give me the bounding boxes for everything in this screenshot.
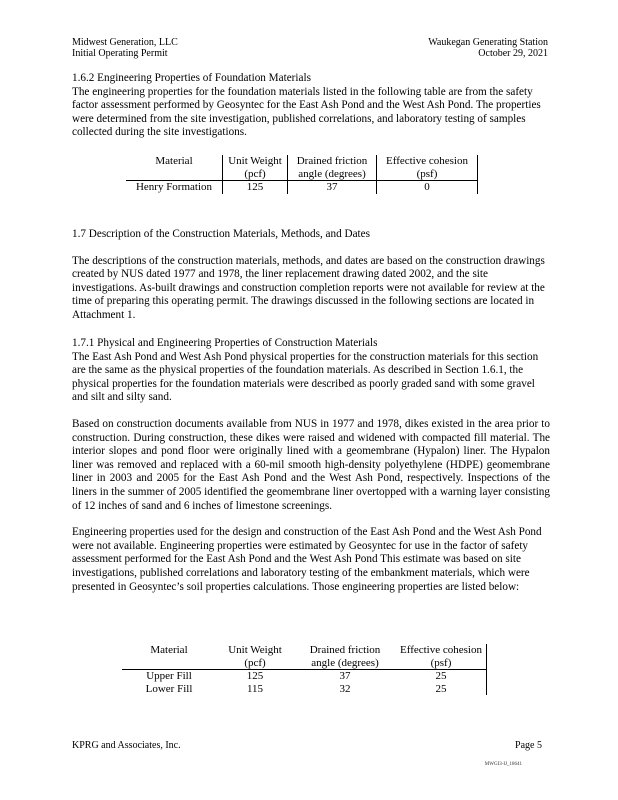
- col-effective-cohesion: Effective cohesion (psf): [377, 155, 478, 181]
- section-1-7-1: [72, 337, 550, 594]
- table-header-row: [126, 155, 478, 181]
- cell-unit-weight: 125: [246, 670, 264, 682]
- cell-drained-friction: 32: [339, 682, 351, 695]
- header-doc-title: Initial Operating Permit: [72, 48, 168, 59]
- bates-stamp: MWGI3-IJ_18641: [484, 762, 522, 767]
- table-row: [122, 683, 487, 696]
- cell-effective-cohesion: 0: [377, 181, 478, 194]
- col-unit-weight: Unit Weight (pcf): [223, 155, 288, 181]
- col-material: Material: [126, 155, 223, 181]
- section-1-6-2: [72, 72, 550, 140]
- col-drained-friction: Drained friction angle (degrees): [294, 644, 396, 670]
- paragraph: The engineering properties for the foundation materials listed in the following table are from the safety factor assessment performed by Geosyntec for the East Ash Pond and the West Ash Pond. The properties were determined from the site investigation, published correlations, and laboratory testing of samples collected during the site investigations.: [72, 85, 541, 139]
- header-right: [428, 37, 548, 59]
- section-heading: 1.7 Description of the Construction Materials, Methods, and Dates: [72, 228, 370, 240]
- page-number: Page 5: [515, 740, 542, 751]
- cell-material: Henry Formation: [126, 181, 223, 194]
- table-row: [122, 670, 487, 683]
- paragraph: Based on construction documents available from NUS in 1977 and 1978, dikes existed in the area prior to construction. During construction, these dikes were raised and widened with compacted fill material. The interior slopes and pond floor were originally lined with a geomembrane (Hypalon) liner. The Hypalon liner was removed and replaced with a 60-mil smooth high-density polyethylene (HDPE) geomembrane liner in 2003 and 2005 for the East Ash Pond and the West Ash Pond, respectively. Inspections of the liners in the summer of 2005 identified the geomembrane liner overtopped with a warning layer consisting of 12 inches of sand and 6 inches of limestone screenings.: [72, 417, 550, 512]
- header-station: Waukegan Generating Station: [428, 37, 548, 48]
- cell-drained-friction: 37: [339, 670, 351, 682]
- section-heading: 1.6.2 Engineering Properties of Foundation Materials: [72, 72, 311, 84]
- cell-unit-weight: 125: [223, 181, 288, 194]
- col-material: Material: [122, 644, 216, 670]
- cell-effective-cohesion: 25: [396, 670, 487, 683]
- cell-material: Lower Fill: [145, 682, 193, 695]
- header-left: [72, 37, 178, 59]
- foundation-properties-table: [126, 155, 478, 194]
- footer-company: KPRG and Associates, Inc.: [72, 740, 181, 751]
- cell-drained-friction: 37: [288, 181, 377, 194]
- table-header-row: [122, 644, 487, 670]
- construction-properties-table: [122, 644, 487, 695]
- table-row: [126, 181, 478, 194]
- header-date: October 29, 2021: [478, 48, 548, 59]
- cell-material: Upper Fill: [146, 670, 192, 682]
- paragraph: The descriptions of the construction materials, methods, and dates are based on the construction drawings created by NUS dated 1977 and 1978, the liner replacement drawing dated 2002, and the site investigations. As-built drawings and construction completion reports were not available for review at the time of preparing this operating permit. The drawings discussed in the following sections are located in Attachment 1.: [72, 254, 545, 321]
- section-1-7: [72, 228, 550, 323]
- cell-effective-cohesion: 25: [396, 683, 487, 696]
- paragraph: Engineering properties used for the design and construction of the East Ash Pond and the West Ash Pond were not available. Engineering properties were estimated by Geosyntec for use in the factor of safety assessment performed for the East Ash Pond and the West Ash Pond This estimate was based on site investigations, published correlations and laboratory testing of the embankment materials, which were presented in Geosyntec’s soil properties calculations. Those engineering properties are listed below:: [72, 526, 542, 593]
- col-effective-cohesion: Effective cohesion (psf): [396, 644, 487, 670]
- paragraph: The East Ash Pond and West Ash Pond physical properties for the construction materials for this section are the same as the physical properties of the foundation materials. As described in Section 1.6.1, the physical properties for the foundation materials were described as poorly graded sand with some gravel and silt and silty sand.: [72, 350, 539, 404]
- col-drained-friction: Drained friction angle (degrees): [288, 155, 377, 181]
- section-heading: 1.7.1 Physical and Engineering Properties of Construction Materials: [72, 337, 378, 349]
- col-unit-weight: Unit Weight (pcf): [216, 644, 294, 670]
- cell-unit-weight: 115: [246, 682, 264, 695]
- header-company: Midwest Generation, LLC: [72, 37, 178, 48]
